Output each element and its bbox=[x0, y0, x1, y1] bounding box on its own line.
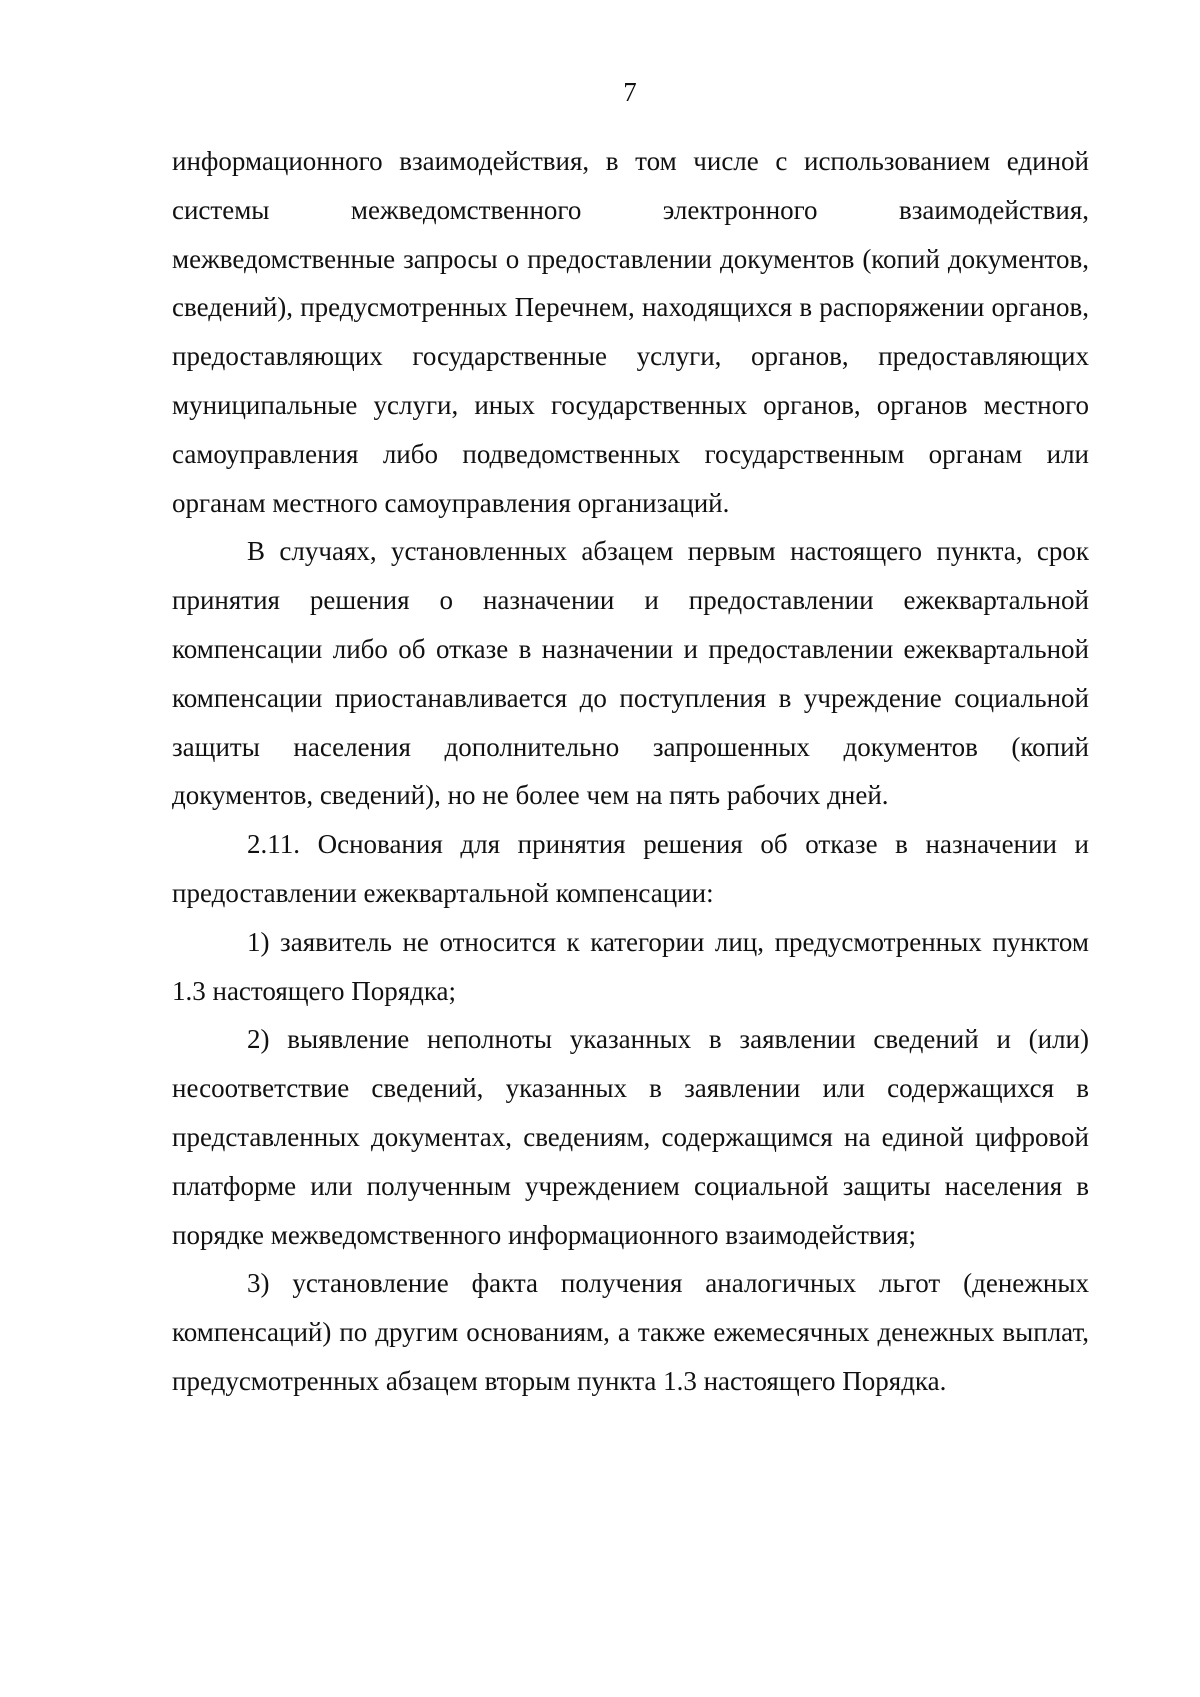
list-item-1: 1) заявитель не относится к категории лиц, предусмотренных пунктом 1.3 настоящего Порядка; bbox=[172, 926, 1089, 1006]
paragraph-refusal-grounds-heading: 2.11. Основания для принятия решения об отказе в назначении и предоставлении ежеквартальной компенсации: bbox=[172, 829, 1089, 908]
list-item-2: 2) выявление неполноты указанных в заявлении сведений и (или) несоответствие сведений, указанных в заявлении или содержащихся в представленных документах, сведениям, содержащимся на единой цифровой платформе или полученным учреждением социальной защиты населения в порядке межведомственного информационного взаимодействия; bbox=[172, 1024, 1089, 1250]
paragraph-continuation: информационного взаимодействия, в том числе с использованием единой системы межведомственного электронного взаимодействия, межведомственные запросы о предоставлении документов (копий документов, сведений), предусмотренных Перечнем, находящихся в распоряжении органов, предоставляющих государственные услуги, органов, предоставляющих муниципальные услуги, иных государственных органов, органов местного самоуправления либо подведомственных государственным органам или органам местного самоуправления организаций. bbox=[172, 146, 1089, 518]
document-body bbox=[172, 137, 1089, 1406]
paragraph-suspension-term: В случаях, установленных абзацем первым настоящего пункта, срок принятия решения о назначении и предоставлении ежеквартальной компенсации либо об отказе в назначении и предоставлении ежеквартальной компенсации приостанавливается до поступления в учреждение социальной защиты населения дополнительно запрошенных документов (копий документов, сведений), но не более чем на пять рабочих дней. bbox=[172, 536, 1089, 811]
page-number: 7 bbox=[623, 77, 637, 107]
list-item-3: 3) установление факта получения аналогичных льгот (денежных компенсаций) по другим основаниям, а также ежемесячных денежных выплат, предусмотренных абзацем вторым пункта 1.3 настоящего Порядка. bbox=[172, 1268, 1089, 1396]
